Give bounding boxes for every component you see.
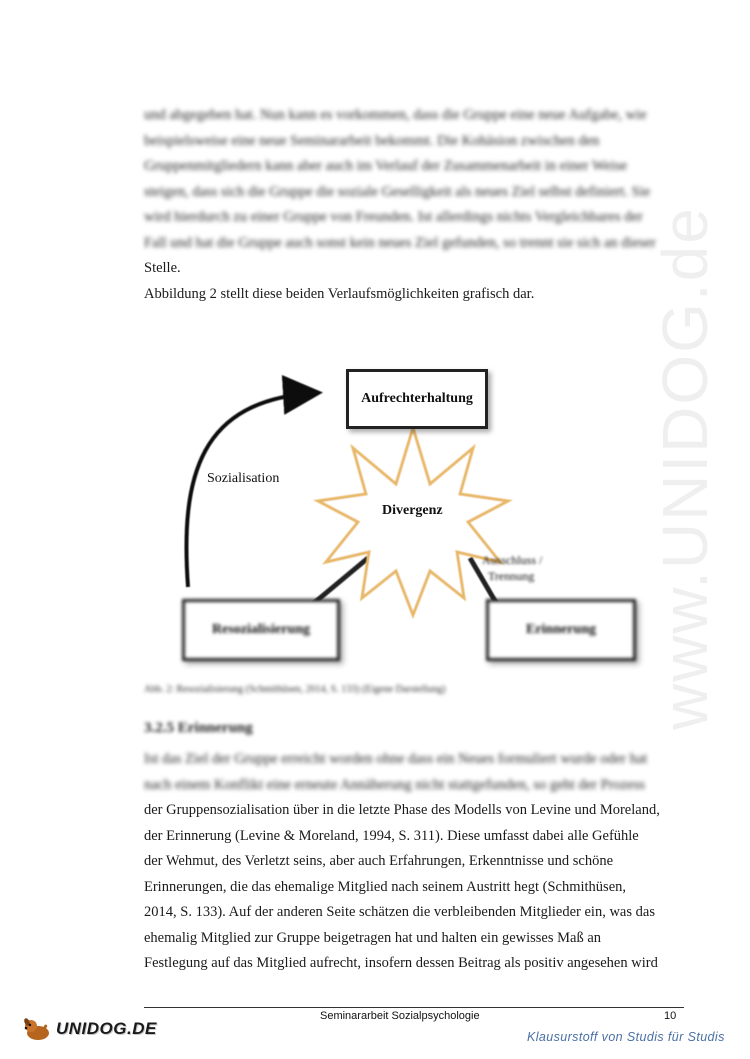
bottom-paragraph xyxy=(144,747,684,977)
slogan: Klausurstoff von Studis für Studis xyxy=(527,1030,725,1044)
blurred-line: wird hierdurch zu einer Gruppe von Freunden. Ist allerdings nichts Vergleichbares der xyxy=(144,209,643,225)
blurred-line: Fall und hat die Gruppe auch sonst kein neues Ziel gefunden, so trennt sie sich an dieser xyxy=(144,234,656,251)
sozialisation-arrow xyxy=(186,393,315,587)
text-line: Stelle. xyxy=(144,260,181,276)
blurred-line: und abgegeben hat. Nun kann es vorkommen, dass die Gruppe eine neue Aufgabe, wie xyxy=(144,107,647,123)
figure-caption: Abb. 2: Resozialisierung (Schmithüsen, 2014, S. 133) (Eigene Darstellung) xyxy=(144,684,446,695)
blurred-line: Ist das Ziel der Gruppe erreicht worden ohne dass ein Neues formuliert wurde oder hat xyxy=(144,751,648,767)
text-line: Abbildung 2 stellt diese beiden Verlaufsmöglichkeiten grafisch dar. xyxy=(144,285,535,302)
text-line: 2014, S. 133). Auf der anderen Seite schätzen die verbleibenden Mitglieder ein, was das xyxy=(144,904,655,920)
top-paragraph xyxy=(144,103,684,307)
footer-divider xyxy=(144,1007,684,1008)
box-erinnerung: Erinnerung xyxy=(486,599,636,661)
blurred-line: nach einem Konflikt eine erneute Annäherung nicht stattgefunden, so geht der Prozess xyxy=(144,776,645,793)
watermark: www.UNIDOG.de xyxy=(649,206,721,730)
text-line: der Wehmut, des Verletzt seins, aber auch Erfahrungen, Erkenntnisse und schöne xyxy=(144,853,613,869)
blurred-line: steigen, dass sich die Gruppe die soziale Geselligkeit als neues Ziel selbst definiert. Sie xyxy=(144,183,651,200)
logo-text: UNIDOG.DE xyxy=(56,1019,157,1038)
box-aufrechterhaltung: Aufrechterhaltung xyxy=(346,369,488,429)
label-sozialisation: Sozialisation xyxy=(207,471,280,486)
section-heading: 3.2.5 Erinnerung xyxy=(144,720,253,736)
dog-icon xyxy=(22,1016,52,1042)
footer-title: Seminararbeit Sozialpsychologie xyxy=(320,1010,480,1022)
blurred-line: Gruppenmitgliedern kann aber auch im Verlauf der Zusammenarbeit in einer Weise xyxy=(144,158,628,174)
text-line: ehemalig Mitglied zur Gruppe beigetragen hat und halten ein gewisses Maß an xyxy=(144,929,602,946)
label-divergenz: Divergenz xyxy=(382,503,443,518)
text-line: Festlegung auf das Mitglied aufrecht, insofern dessen Beitrag als positiv angesehen wird xyxy=(144,955,658,971)
label-ausschluss: Ausschluss / xyxy=(482,553,543,567)
box-resozialisierung: Resozialisierung xyxy=(182,599,340,661)
figure-group-socialization xyxy=(170,355,650,665)
text-line: Erinnerungen, die das ehemalige Mitglied nach seinem Austritt hegt (Schmithüsen, xyxy=(144,878,627,895)
divergenz-star xyxy=(318,428,508,615)
blurred-line: beispielsweise eine neue Seminararbeit bekommt. Die Kohäsion zwischen den xyxy=(144,132,600,149)
unidog-logo xyxy=(22,1016,157,1042)
text-line: der Gruppensozialisation über in die letzte Phase des Modells von Levine und Moreland, xyxy=(144,802,660,818)
page-number: 10 xyxy=(664,1010,677,1022)
text-line: der Erinnerung (Levine & Moreland, 1994, S. 311). Diese umfasst dabei alle Gefühle xyxy=(144,827,639,844)
label-trennung: Trennung xyxy=(488,569,535,583)
